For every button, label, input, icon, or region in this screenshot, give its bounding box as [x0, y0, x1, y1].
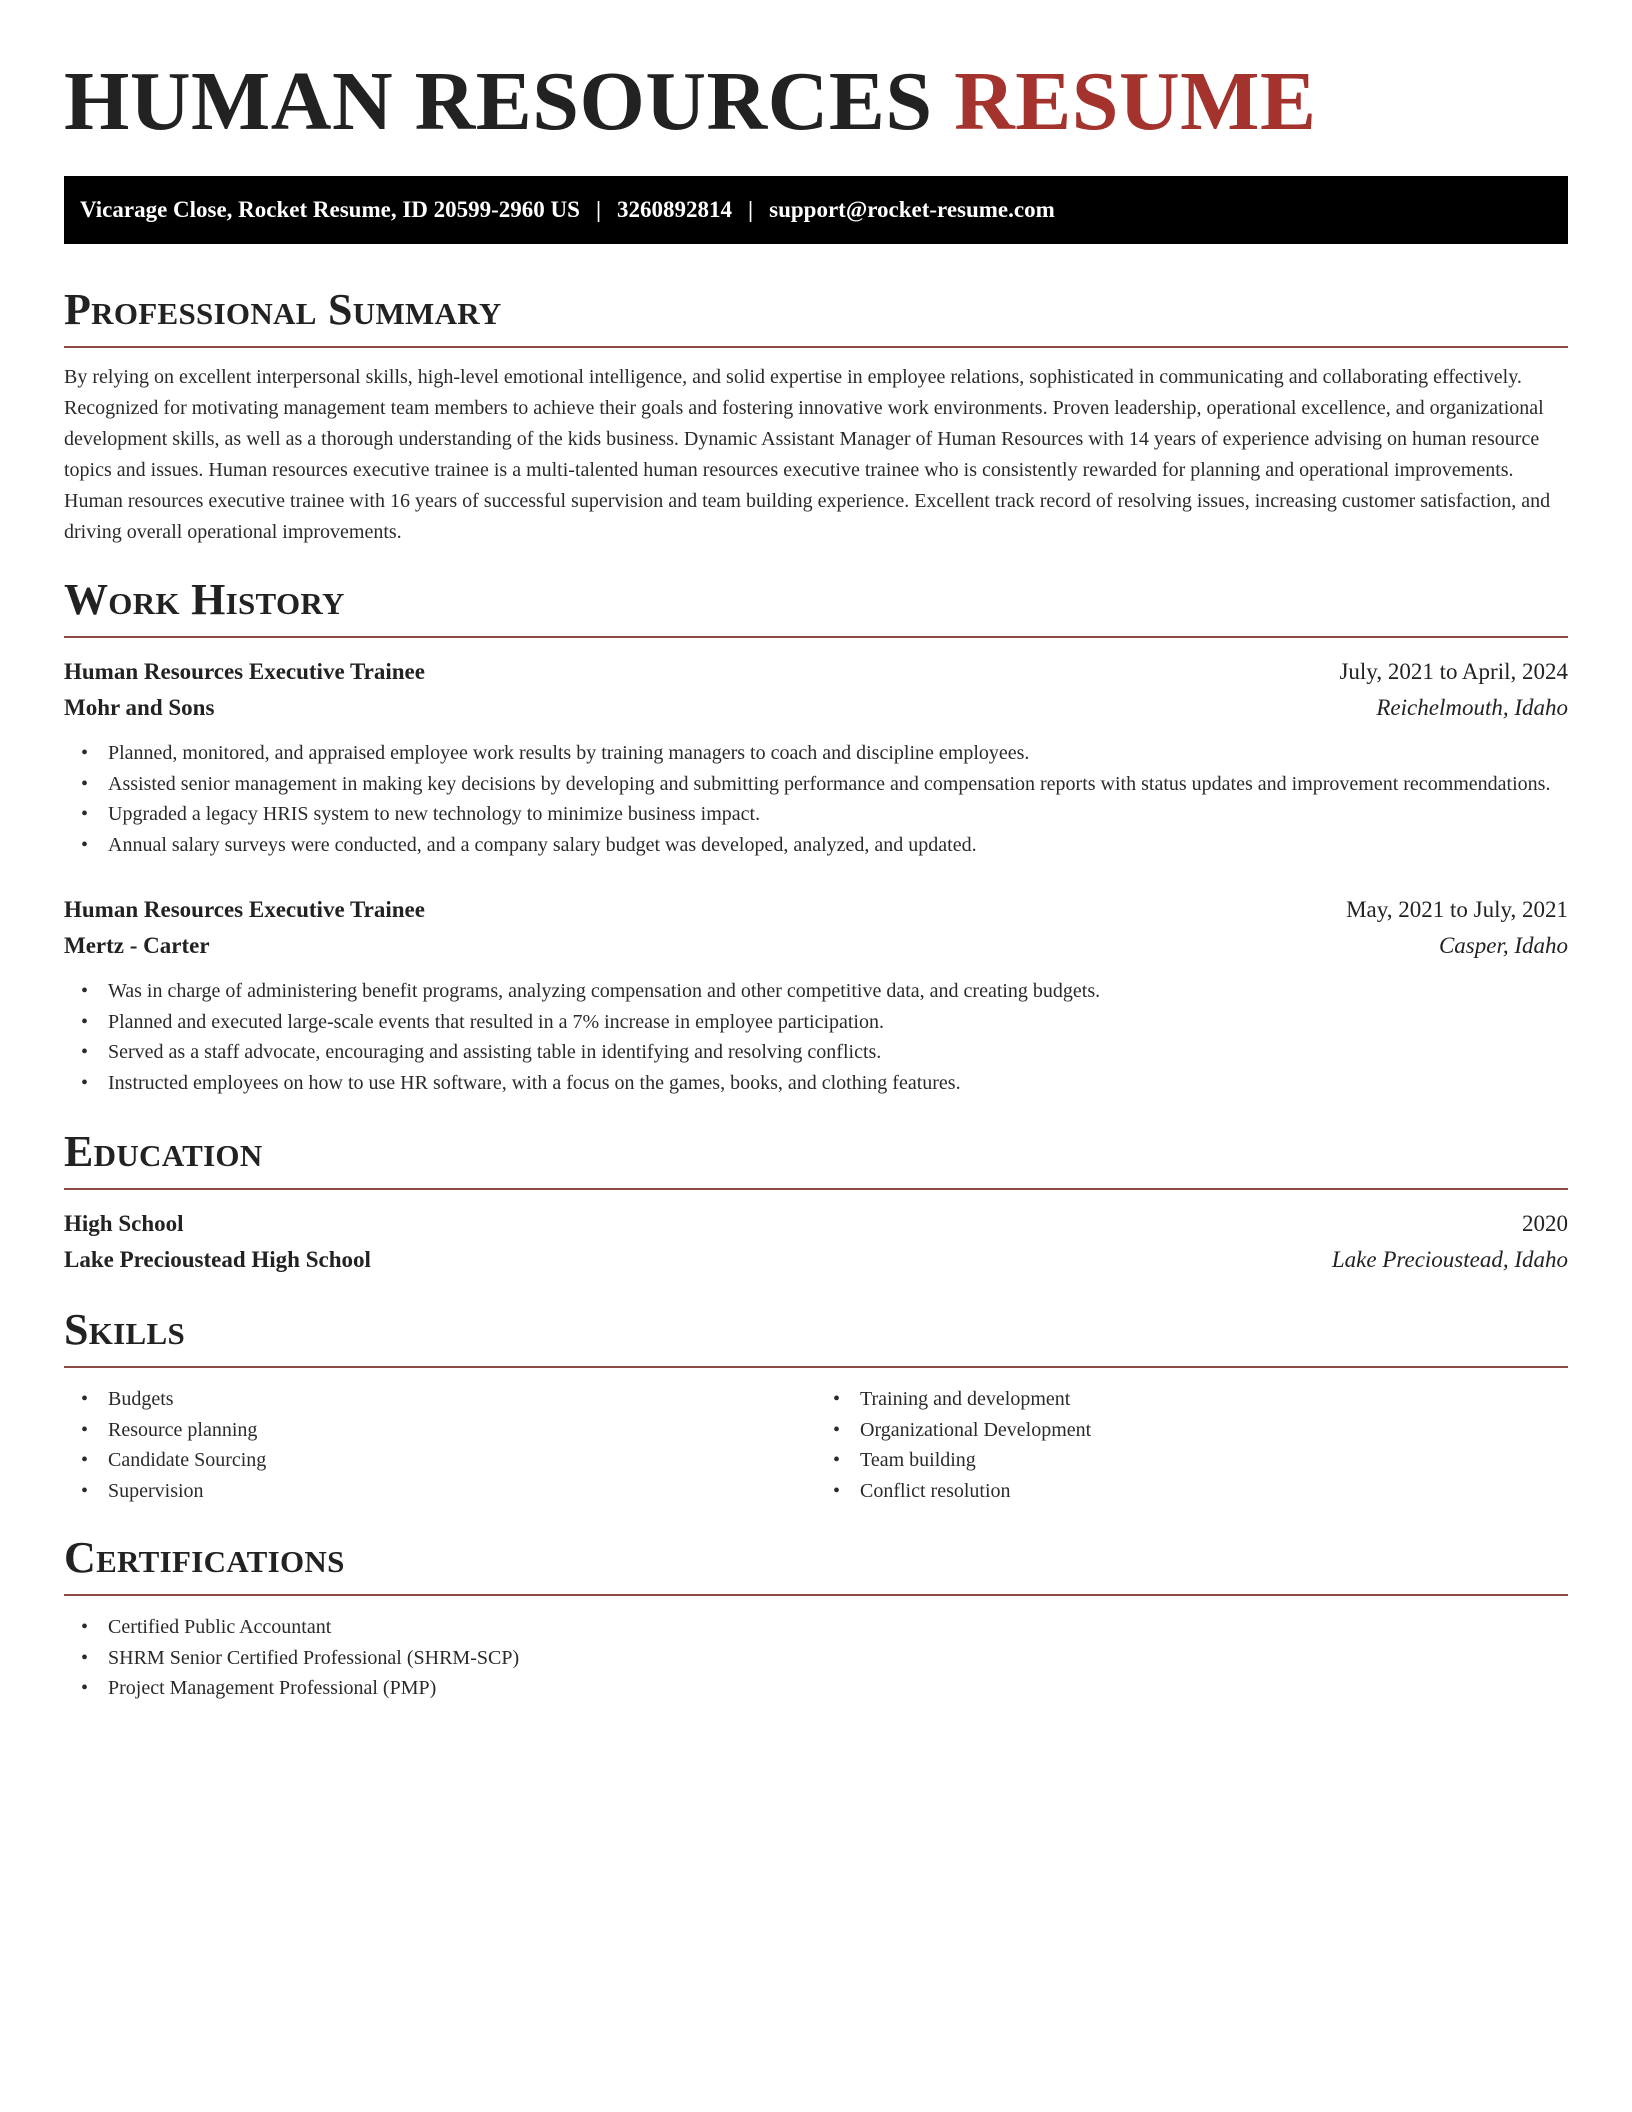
list-item: • Organizational Development — [860, 1415, 1568, 1446]
skills-list — [64, 1384, 816, 1506]
list-item: • Team building — [860, 1445, 1568, 1476]
list-item: • Annual salary surveys were conducted, and a company salary budget was developed, analyzed, and updated. — [108, 830, 1568, 861]
list-item: • Was in charge of administering benefit programs, analyzing compensation and other competitive data, and creating budgets. — [108, 976, 1568, 1007]
summary-section — [64, 282, 1568, 548]
list-item: • Assisted senior management in making key decisions by developing and submitting performance and compensation reports with status updates and improvement recommendations. — [108, 769, 1568, 800]
list-item: • Served as a staff advocate, encouraging and assisting table in identifying and resolving conflicts. — [108, 1037, 1568, 1068]
list-item: • Budgets — [108, 1384, 816, 1415]
skills-grid — [64, 1384, 1568, 1506]
job-dates: July, 2021 to April, 2024 — [1339, 659, 1568, 684]
education-location: Lake Precioustead, Idaho — [1331, 1247, 1568, 1272]
skills-section — [64, 1302, 1568, 1506]
job-company-row — [64, 928, 1568, 964]
education-degree: High School — [64, 1211, 184, 1236]
job-bullets — [64, 976, 1568, 1098]
job-location: Reichelmouth, Idaho — [1376, 695, 1568, 720]
resume-title — [64, 52, 1568, 152]
section-divider — [64, 1594, 1568, 1596]
job-company-row — [64, 690, 1568, 726]
skills-list — [816, 1384, 1568, 1506]
title-accent: RESUME — [954, 55, 1317, 148]
list-item: • Planned and executed large-scale events that resulted in a 7% increase in employee participation. — [108, 1007, 1568, 1038]
list-item: • SHRM Senior Certified Professional (SHRM-SCP) — [108, 1643, 1568, 1674]
list-item: • Supervision — [108, 1476, 816, 1507]
education-school: Lake Precioustead High School — [64, 1247, 371, 1272]
job-company: Mertz - Carter — [64, 933, 210, 958]
list-item: • Upgraded a legacy HRIS system to new technology to minimize business impact. — [108, 799, 1568, 830]
certifications-list — [64, 1612, 1568, 1704]
section-heading: Work History — [64, 575, 345, 624]
education-section — [64, 1124, 1568, 1278]
section-divider — [64, 1366, 1568, 1368]
education-year: 2020 — [1522, 1211, 1568, 1236]
title-main: HUMAN RESOURCES — [64, 55, 933, 148]
contact-address: Vicarage Close, Rocket Resume, ID 20599-2960 US — [80, 197, 580, 222]
education-entry — [64, 1206, 1568, 1278]
list-item: • Training and development — [860, 1384, 1568, 1415]
list-item: • Instructed employees on how to use HR software, with a focus on the games, books, and clothing features. — [108, 1068, 1568, 1099]
contact-bar — [64, 176, 1568, 244]
list-item: • Project Management Professional (PMP) — [108, 1673, 1568, 1704]
contact-separator: | — [595, 197, 602, 222]
education-school-row — [64, 1242, 1568, 1278]
section-heading: Professional Summary — [64, 285, 502, 334]
list-item: • Planned, monitored, and appraised employee work results by training managers to coach and discipline employees. — [108, 738, 1568, 769]
job-company: Mohr and Sons — [64, 695, 215, 720]
section-divider — [64, 346, 1568, 348]
list-item: • Resource planning — [108, 1415, 816, 1446]
job-dates: May, 2021 to July, 2021 — [1346, 897, 1568, 922]
skills-column-right — [816, 1384, 1568, 1506]
section-heading: Education — [64, 1127, 263, 1176]
job-bullets — [64, 738, 1568, 860]
certifications-section — [64, 1530, 1568, 1704]
section-heading: Certifications — [64, 1533, 345, 1582]
job-entry — [64, 892, 1568, 1098]
list-item: • Conflict resolution — [860, 1476, 1568, 1507]
contact-email: support@rocket-resume.com — [769, 197, 1055, 222]
list-item: • Candidate Sourcing — [108, 1445, 816, 1476]
job-title: Human Resources Executive Trainee — [64, 897, 425, 922]
list-item: • Certified Public Accountant — [108, 1612, 1568, 1643]
job-entry — [64, 654, 1568, 860]
education-degree-row — [64, 1206, 1568, 1242]
job-title: Human Resources Executive Trainee — [64, 659, 425, 684]
contact-separator: | — [748, 197, 754, 222]
contact-phone: 3260892814 — [617, 197, 733, 222]
section-heading: Skills — [64, 1305, 186, 1354]
work-history-section — [64, 572, 1568, 1098]
summary-text: By relying on excellent interpersonal skills, high-level emotional intelligence, and solid expertise in employee relations, sophisticated in communicating and collaborating effectively. Recognized for motivating management team members to achieve their goals and fostering innovative work environments. Proven leadership, operational excellence, and organizational development skills, as well as a thorough understanding of the kids business. Dynamic Assistant Manager of Human Resources with 14 years of experience advising on human resource topics and issues. Human resources executive trainee is a multi-talented human resources executive trainee who is consistently rewarded for planning and operational improvements. Human resources executive trainee with 16 years of successful supervision and team building experience. Excellent track record of resolving issues, increasing customer satisfaction, and driving overall operational improvements. — [64, 366, 1551, 543]
job-location: Casper, Idaho — [1438, 933, 1568, 958]
section-divider — [64, 1188, 1568, 1190]
section-divider — [64, 636, 1568, 638]
job-title-row — [64, 892, 1568, 928]
job-title-row — [64, 654, 1568, 690]
skills-column-left — [64, 1384, 816, 1506]
